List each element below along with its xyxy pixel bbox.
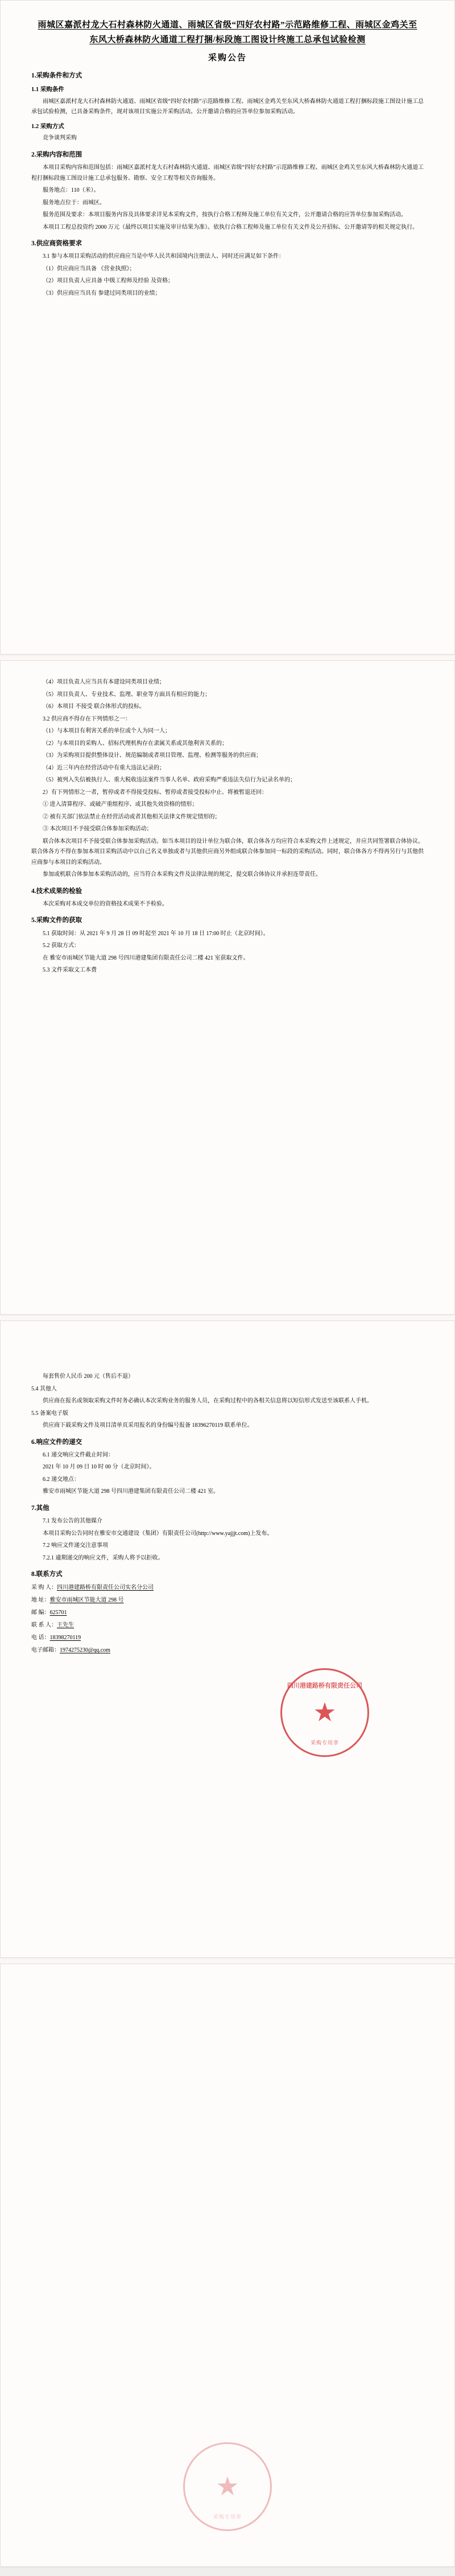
paragraph-3-3: （2）项目负责人应具备 中级工程师及经验 及资格；: [43, 278, 173, 285]
contact-value-phone: 18398270119: [49, 1635, 81, 1641]
contact-label-phone: 电 话：: [31, 1635, 50, 1641]
paragraph-c-4: 3.2 供应商不得存在下列情形之一：: [43, 715, 131, 722]
paragraph-c-5: （1）与本项目有利害关系的单位或个人为同一人；: [43, 728, 171, 734]
paragraph-5-3: 在 雅安市雨城区节能大道 298 号四川港建集团有限责任公司二楼 421 室获取文件。: [43, 954, 249, 961]
document-page-3: [0, 1320, 455, 1958]
paragraph-c-13: ③ 本次项目不予接受联合体参加采购活动；: [43, 826, 152, 832]
paragraph-3-4: （3）供应商应当具有 参建过同类项目的业绩；: [43, 290, 161, 297]
paragraph-4-1: 本次采购对本成交单位的资格技术成果不予检验。: [43, 900, 168, 907]
paragraph-5-4: 5.3 文件采取文工本费: [43, 967, 97, 973]
contact-label-email: 电子邮箱：: [31, 1647, 60, 1654]
paragraph-7-2: 本项目采购公告同时在雅安市交通建设（集团）有限责任公司(http://www.yajjjt.com)上发布。: [43, 1530, 273, 1537]
contact-row-person: [31, 1620, 424, 1631]
paragraph-c-11: ① 进入清算程序、或破产重组程序、或其他失效资格的情形；: [43, 801, 198, 808]
contact-value-email: 1974275230@qq.com: [60, 1647, 110, 1654]
document-subtitle: 采购公告: [208, 53, 247, 63]
paragraph-2-3: 服务地点位于：雨城区。: [43, 199, 105, 206]
contact-label-purchaser: 采 购 人：: [31, 1585, 57, 1591]
paragraph-1-1-1: 雨城区嘉派村龙大石村森林防火通道、雨城区省级“四好农村路”示范路维修工程、雨城区金鸡关至东风大桥森林防火通道工程打捆标段施工图设计施工总承包试验检测，已具备采购条件，现对该项目实施公开采购活动。公开邀请合格的应答单位参加采购活动。: [31, 98, 424, 115]
paragraph-2-5: 本项目工程总投资约 2000 万元（最终以项目实施及审计结果为准）。依执行合格工程师及施工单位有关文件及公开招标、公开邀请等的相关规定执行。: [43, 224, 418, 231]
paragraph-p2-4: 5.5 备案电子版: [31, 1410, 68, 1417]
paragraph-c-2: （5）项目负责人、专业技术、监理、职业等方面具有相应的能力；: [43, 691, 210, 698]
official-seal: [280, 1668, 369, 1757]
subsection-1-1: 1.1 采购条件: [31, 86, 64, 93]
paragraph-c-10: 2）有下列情形之一者，暂停或者不得接受投标、暂停或者接受投标中止、将被暂退还回：: [43, 789, 267, 796]
contact-value-person: 王先生: [57, 1622, 74, 1629]
section-heading-6: 6.响应文件的递交: [31, 1438, 82, 1446]
contact-row-purchaser: [31, 1582, 424, 1594]
paragraph-c-14: 联合体本次项目不予接受联合体参加采购活动。如当本项目的设计单位为联合体，联合体各方均应符合本采购文件上述规定，并应共同签署联合体协议。联合体各方不得在参加本项目采购活动中以自己名义单独或者与其他供应商另外组成联合体参加同一标段的采购活动。同时，联合体各方不得再另行与其他供应商参与本项目的采购活动。: [31, 838, 424, 866]
section-heading-2: 2.采购内容和范围: [31, 151, 82, 158]
paragraph-c-9: （5）被列入失信被执行人、重大税收违法案件当事人名单、政府采购严重违法失信行为记录名单的；: [43, 777, 296, 783]
paragraph-5-1: 5.1 获取时间：从 2021 年 9 月 28 日 09 时起至 2021 年 10 月 18 日 17:00 时止（北京时间）。: [43, 930, 269, 937]
contact-value-postcode: 625701: [49, 1610, 67, 1616]
paragraph-3-2: （1）供应商应当具备 《营业执照》；: [43, 265, 135, 272]
paragraph-2-2: 服务地点：110（米）。: [43, 187, 100, 194]
subsection-1-2: 1.2 采购方式: [31, 123, 64, 130]
paragraph-c-12: ② 被有关部门依法禁止在经营活动或者其他相关法律文件规定情形的；: [43, 813, 221, 820]
paragraph-c-7: （3）为采购项目提供整体设计、规范编制或者项目管理、监理、检测等服务的供应商；: [43, 752, 262, 759]
contact-value-address: 雅安市雨城区节能大道 298 号: [49, 1597, 124, 1604]
contact-label-postcode: 邮 编：: [31, 1610, 50, 1616]
contact-block: [31, 1582, 424, 1656]
document-page-2: [0, 660, 455, 1315]
paragraph-7-3: 7.2 响应文件递交注意事项: [43, 1542, 108, 1549]
paragraph-7-4: 7.2.1 逾期递交的响应文件，采购人将予以拒收。: [43, 1554, 164, 1561]
paragraph-p2-1: 每套售价人民币 200 元（售后不退）: [43, 1373, 134, 1380]
paragraph-6-2: 2021 年 10 月 09 日 10 时 00 分（北京时间）。: [43, 1464, 155, 1471]
paragraph-3-1: 3.1 参与本项目采购活动的供应商应当是中华人民共和国境内注册法人、同时还应满足如下条件：: [43, 253, 284, 260]
paragraph-6-4: 雅安市雨城区节能大道 298 号四川港建集团有限责任公司二楼 421 室。: [43, 1488, 219, 1495]
document-page-1: [0, 0, 455, 655]
paragraph-1-2-1: 竞争谈判采购: [43, 135, 77, 142]
section-heading-7: 7.其他: [31, 1504, 49, 1512]
seal-star-icon: ★: [313, 1698, 337, 1727]
paragraph-7-1: 7.1 发布公告的其他媒介: [43, 1518, 102, 1524]
seal-bottom-text-faint: 采购专用章: [213, 2514, 242, 2520]
section-heading-1: 1.采购条件和方式: [31, 72, 82, 79]
paragraph-c-6: （2）与本项目的采购人、招标代理机构存在隶属关系或其他利害关系的；: [43, 740, 228, 747]
section-heading-8: 8.联系方式: [31, 1571, 63, 1578]
contact-label-address: 地 址：: [31, 1597, 50, 1604]
contact-value-purchaser: 四川港建路桥有限责任公司实名分公司: [57, 1585, 154, 1591]
paragraph-c-8: （4）近三年内在经营活动中有重大违法记录的；: [43, 764, 165, 771]
paragraph-p2-5: 供应商下载采购文件及项目清单页采用报名的身份编号报备 18396270119 联系单位。: [43, 1422, 253, 1429]
official-seal-faint: [183, 2442, 272, 2531]
paragraph-6-1: 6.1 递交响应文件截止时间：: [43, 1451, 114, 1458]
contact-label-person: 联 系 人：: [31, 1622, 57, 1629]
seal-star-icon-faint: ★: [216, 2472, 239, 2501]
paragraph-2-1: 本项目采购内容和范围包括：雨城区嘉派村龙大石村森林防火通道、雨城区省级“四好农村路”示范路维修工程、雨城区金鸡关至东风大桥森林防火通道工程打捆标段施工图设计施工总承包服务、勘察、安全工程等相关咨询服务。: [31, 164, 424, 182]
section-heading-4: 4.技术成果的检验: [31, 887, 82, 895]
contact-row-phone: [31, 1632, 424, 1644]
paragraph-c-15: 参加或机联合体参加本采购活动的，应当符合本采购文件及法律法规的规定，提交联合体协议并承担连带责任。: [43, 871, 321, 878]
contact-row-postcode: [31, 1607, 424, 1619]
paragraph-6-3: 6.2 递交地点：: [43, 1476, 80, 1483]
paragraph-2-4: 服务范围及要求：本项目服务内容及具体要求详见本采购文件，按执行合格工程师及施工单位有关文件，公开邀请合格的应答单位参加采购活动。: [43, 212, 407, 218]
section-heading-3: 3.供应商资格要求: [31, 240, 82, 247]
paragraph-p2-3: 供应商在报名或领取采购文件时务必确认本次采购业务的服务人员，在采购过程中的各相关信息将以短信形式发送至该联系人手机。: [43, 1398, 373, 1404]
paragraph-c-1: （4）项目负责人应当具有本建设同类项目业绩；: [43, 679, 165, 685]
paragraph-5-2: 5.2 获取方式：: [43, 943, 80, 949]
seal-org-name: 四川港建路桥有限责任公司: [287, 1682, 362, 1689]
document-title: 雨城区嘉派村龙大石村森林防火通道、雨城区省级“四好农村路”示范路维修工程、雨城区金鸡关至东风大桥森林防火通道工程打捆/标段施工图设计终施工总承包试验检测: [38, 20, 417, 45]
paragraph-c-3: （6）本项目 不接受 联合体形式的投标。: [43, 703, 145, 710]
section-heading-5: 5.采购文件的获取: [31, 917, 82, 924]
contact-row-email: [31, 1645, 424, 1656]
paragraph-p2-2: 5.4 其他人: [31, 1385, 57, 1392]
document-page-4: [0, 1964, 455, 2567]
seal-bottom-text: 采购专用章: [310, 1740, 339, 1746]
contact-row-address: [31, 1595, 424, 1606]
